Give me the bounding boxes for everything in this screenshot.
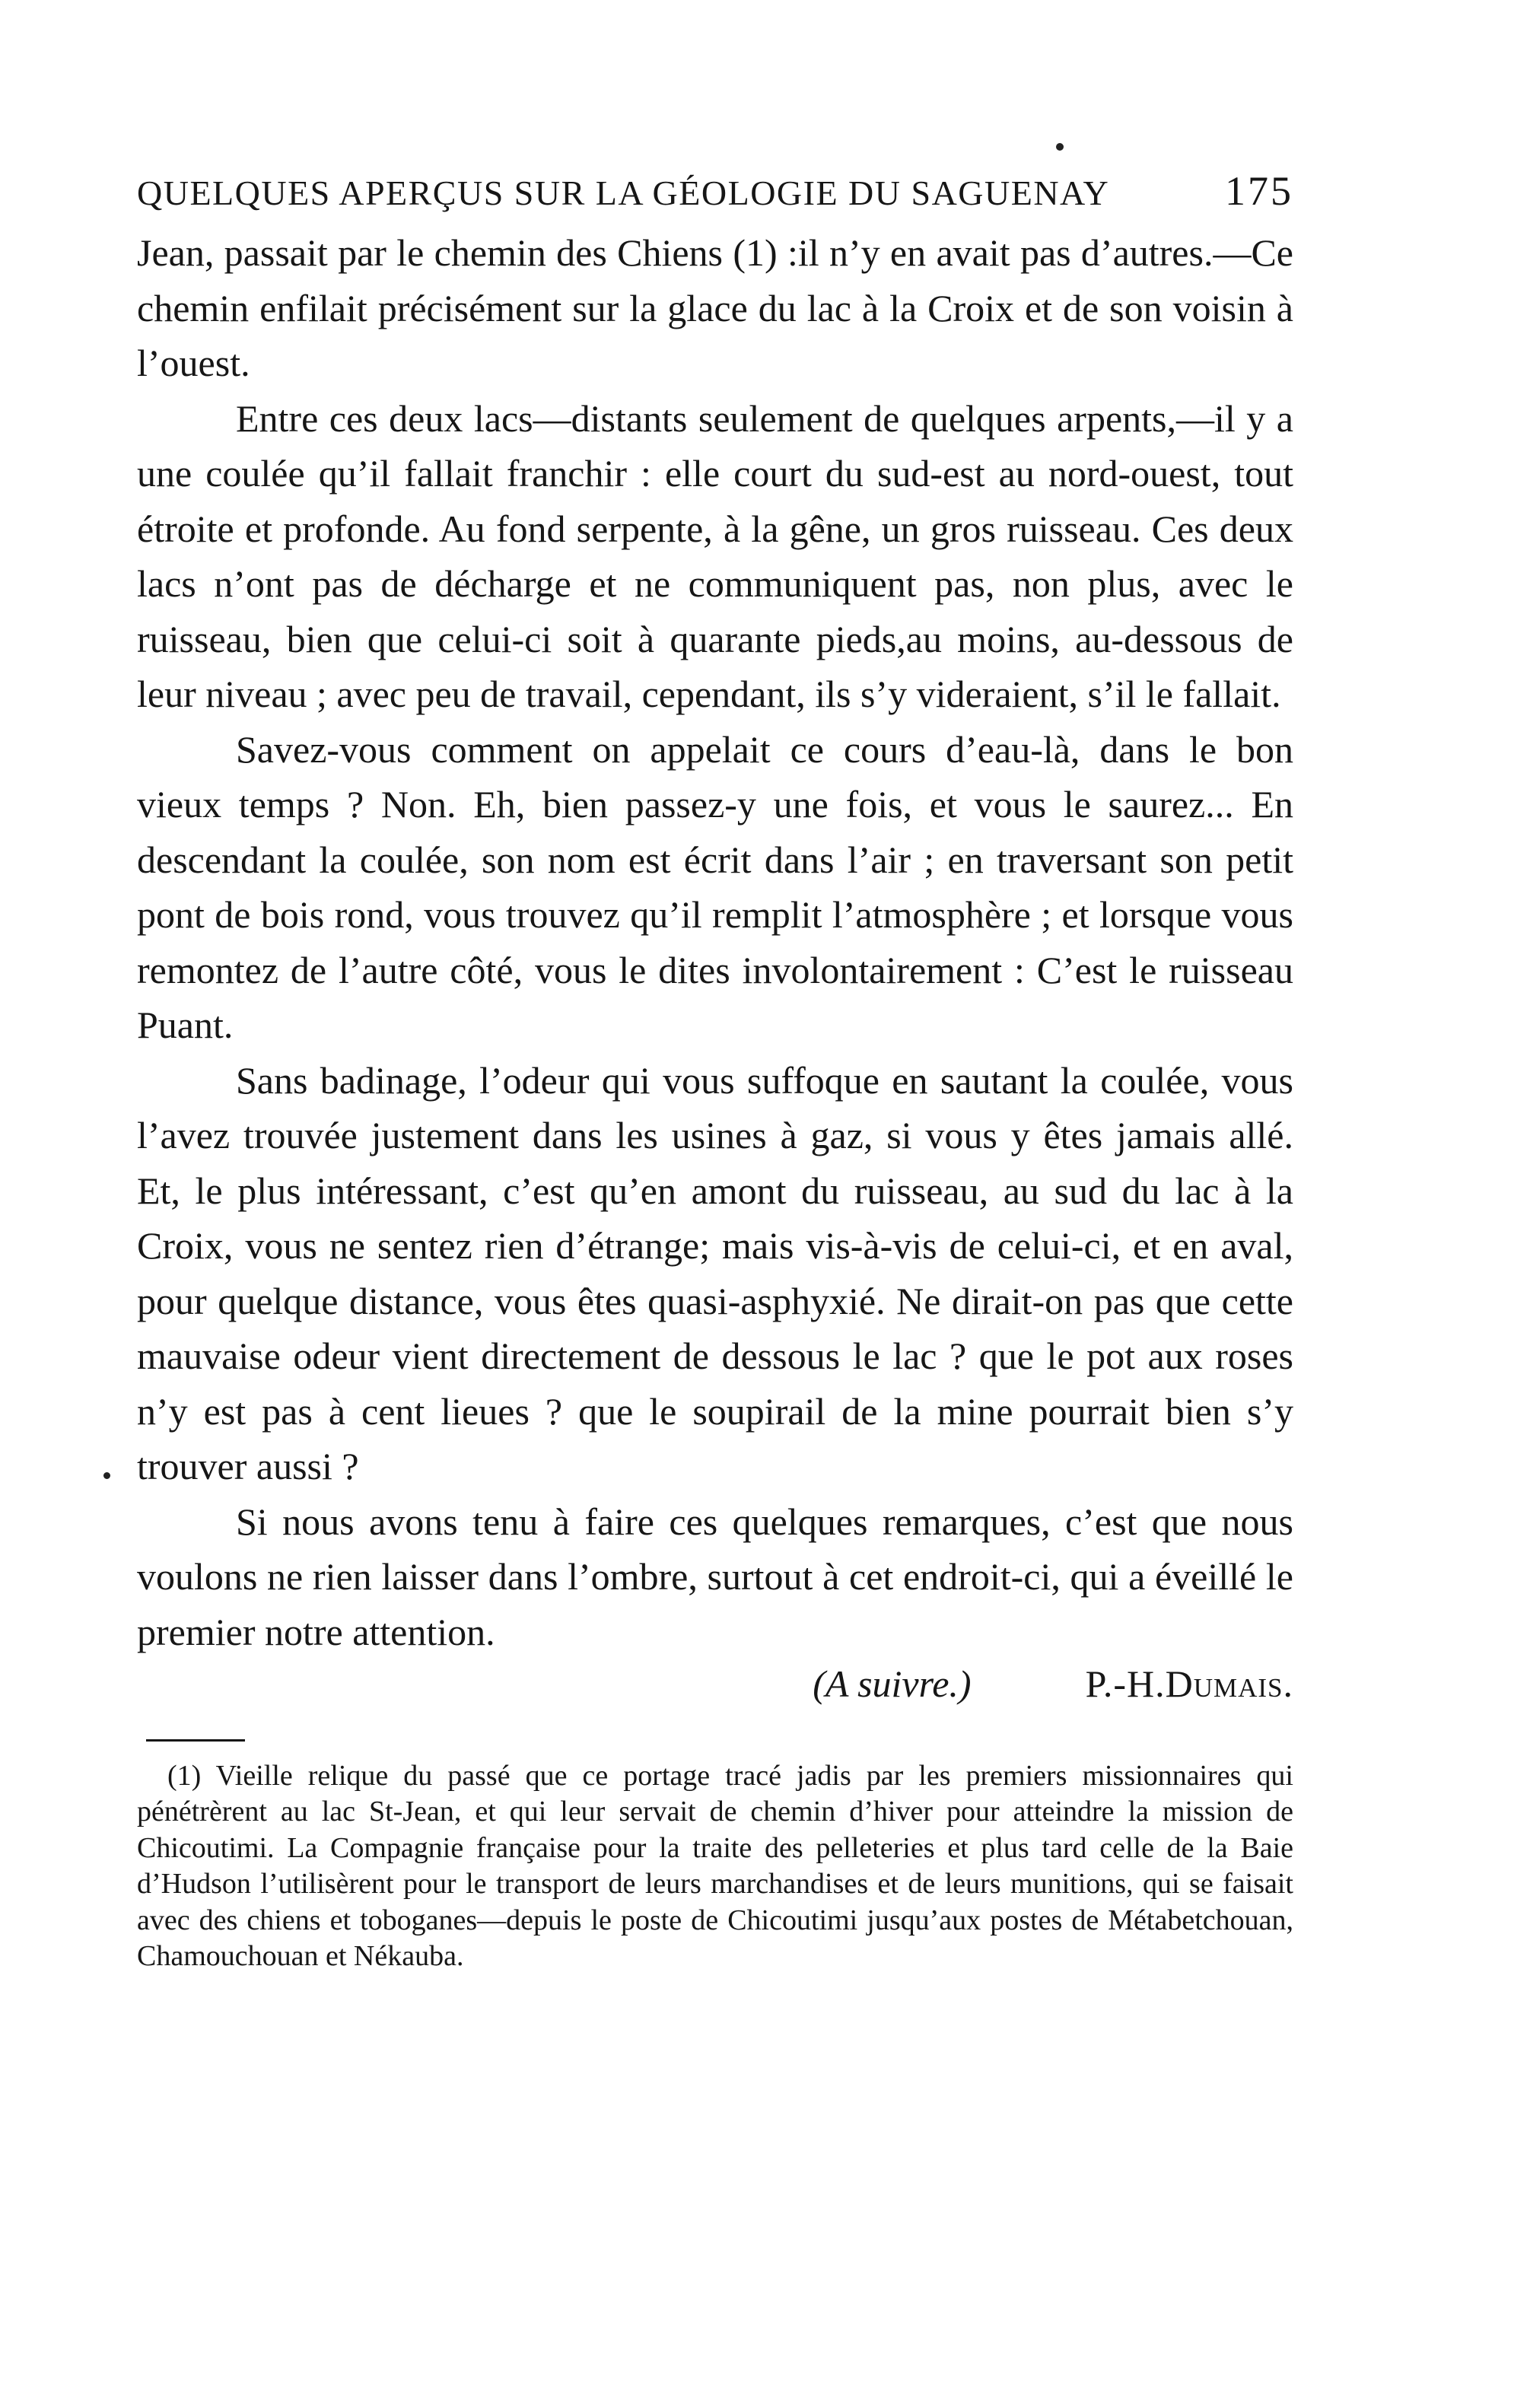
page-number: 175 [1225, 168, 1293, 214]
author-signature: P.-H.Dumais. [1085, 1662, 1293, 1705]
paragraph: Savez-vous comment on appelait ce cours d’eau-là, dans le bon vieux temps ? Non. Eh, bien passez-y une fois, et vous le saurez... En descendant la coulée, son nom est écrit dans l’air ; en traversant son petit pont de bois rond, vous trouvez qu’il remplit l’atmosphère ; et lorsque vous remontez de l’autre côté, vous le dites involontairement : C’est le ruisseau Puant. [137, 727, 1293, 1046]
running-header [137, 167, 1293, 215]
paragraph: Sans badinage, l’odeur qui vous suffoque en sautant la coulée, vous l’avez trouvée justement dans les usines à gaz, si vous y êtes jamais allé. Et, le plus intéressant, c’est qu’en amont du ruisseau, au sud du lac à la Croix, vous ne sentez rien d’étrange; mais vis-à-vis de celui-ci, et en aval, pour quelque distance, vous êtes quasi-asphyxié. Ne dirait-on pas que cette mauvaise odeur vient directement de dessous le lac ? que le pot aux roses n’y est pas à cent lieues ? que le soupirail de la mine pourrait bien s’y trouver aussi ? [137, 1058, 1293, 1487]
to-be-continued: (A suivre.) [813, 1662, 972, 1705]
book-page [137, 167, 1293, 1975]
paragraph: Entre ces deux lacs—distants seulement de quelques arpents,—il y a une coulée qu’il fallait franchir : elle court du sud-est au nord-ouest, tout étroite et profonde. Au fond serpente, à la gêne, un gros ruisseau. Ces deux lacs n’ont pas de décharge et ne communiquent pas, non plus, avec le ruisseau, bien que celui-ci soit à quarante pieds,au moins, au-dessous de leur niveau ; avec peu de travail, cependant, ils s’y videraient, s’il le fallait. [137, 396, 1293, 715]
stray-ink-mark [103, 1472, 110, 1479]
footnote-divider [146, 1739, 245, 1742]
paragraph: Jean, passait par le chemin des Chiens (1) :il n’y en avait pas d’autres.—Ce chemin enfilait précisément sur la glace du lac à la Croix et de son voisin à l’ouest. [137, 231, 1293, 384]
running-title: QUELQUES APERÇUS SUR LA GÉOLOGIE DU SAGUENAY [137, 173, 1110, 212]
stray-ink-mark [1056, 143, 1064, 151]
body-text [137, 225, 1293, 1659]
footnote: (1) Vieille relique du passé que ce portage tracé jadis par les premiers missionnaires qui pénétrèrent au lac St-Jean, et qui leur servait de chemin d’hiver pour atteindre la mission de Chicoutimi. La Compagnie française pour la traite des pelleteries et plus tard celle de la Baie d’Hudson l’utilisèrent pour le transport de leurs marchandises et de leurs munitions, qui se faisait avec des chiens et toboganes—depuis le poste de Chicoutimi jusqu’aux postes de Métabetchouan, Chamouchouan et Nékauba. [137, 1759, 1293, 1972]
paragraph: Si nous avons tenu à faire ces quelques remarques, c’est que nous voulons ne rien laisser dans l’ombre, surtout à cet endroit-ci, qui a éveillé le premier notre attention. [137, 1500, 1293, 1653]
signature-line [137, 1656, 1293, 1712]
